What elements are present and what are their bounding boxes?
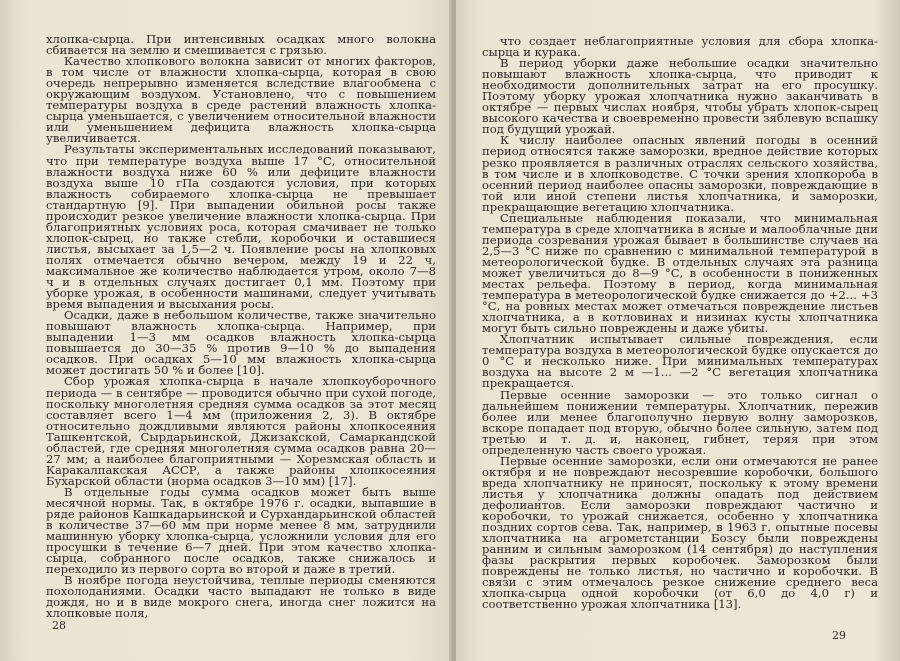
- paragraph: что создает неблагоприятные условия для сбора хлопка-сырца и курака.: [482, 34, 878, 60]
- paragraph: Первые осенние заморозки — это только сигнал о дальнейшем понижении температуры. Хлопчатник, пережив более или менее благополучно первую волну заморозков, вскоре попадает под вторую, обычно более сильную, затем под третью и т. д. и, наконец, гибнет, теряя при этом определенную часть своего урожая.: [482, 387, 878, 457]
- paragraph: В отдельные годы сумма осадков может быть выше месячной нормы. Так, в октябре 1976 г. осадки, выпавшие в ряде районов Кашкадарьинской и Сурхандарьинской областей в количестве 37—60 мм при норме менее 8 мм, затруднили машинную уборку хлопка-сырца, усложнили условия для его просушки в течение 6—7 дней. При этом качество хлопка-сырца, собранного после осадков, также снижалось и переходило из первого сорта во второй и даже в третий.: [46, 484, 436, 577]
- right-page: [456, 0, 900, 661]
- page-number-left: 28: [52, 619, 66, 632]
- paragraph: Качество хлопкового волокна зависит от многих факторов, в том числе от влажности хлопка-сырца, которая в свою очередь непрерывно изменяется вследствие влагообмена с окружающим воздухом. Установлено, что с повышением температуры воздуха в среде растений влажность хлопка-сырца уменьшается, с увеличением относительной влажности или уменьшением дефицита влажность хлопка-сырца увеличивается.: [46, 54, 436, 146]
- paragraph: В период уборки даже небольшие осадки значительно повышают влажность хлопка-сырца, что приводит к необходимости дополнительных затрат на его просушку. Поэтому уборку урожая хлопчатника нужно заканчивать в октябре — первых числах ноября, чтобы убрать хлопок-сырец высокого качества и своевременно провести зяблевую вспашку под будущий урожай.: [482, 56, 878, 137]
- paragraph: Результаты экспериментальных исследований показывают, что при температуре воздуха выше 17 °С, относительной влажности воздуха ниже 60 % или дефиците влажности воздуха выше 10 гПа создаются условия, при которых влажность собираемого хлопка-сырца не превышает стандартную [9]. При выпадении обильной росы также происходит резкое увеличение влажности хлопка-сырца. При благоприятных условиях роса, которая смачивает не только хлопок-сырец, но также стебли, коробочки и оставшиеся листья, высыхает за 1,5—2 ч. Появление росы на хлопковых полях отмечается обычно вечером, между 19 и 22 ч, максимальное же количество наблюдается утром, около 7—8 ч и в отдельных случаях достигает 0,1 мм. Поэтому при уборке урожая, в особенности машинами, следует учитывать время выпадения и высыхания росы.: [46, 142, 436, 312]
- paragraph: хлопка-сырца. При интенсивных осадках много волокна сбивается на землю и смешивается с грязью.: [46, 32, 436, 58]
- page-number-right: 29: [832, 629, 846, 642]
- paragraph: Осадки, даже в небольшом количестве, также значительно повышают влажность хлопка-сырца. Например, при выпадении 1—3 мм осадков влажность хлопка-сырца повышается до 30—35 % против 9—10 % до выпадения осадков. При осадках 5—10 мм влажность хлопка-сырца может достигать 50 % и более [10].: [46, 308, 436, 378]
- paragraph: В ноябре погода неустойчива, теплые периоды сменяются похолоданиями. Осадки часто выпадают не только в виде дождя, но и в виде мокрого снега, иногда снег ложится на хлопковые поля,: [46, 573, 436, 621]
- paragraph: К числу наиболее опасных явлений погоды в осенний период относятся также заморозки, вредное действие которых резко проявляется в различных отраслях сельского хозяйства, в том числе и в хлопководстве. С точки зрения хлопкороба в осенний период наиболее опасны заморозки, повреждающие в той или иной степени листья хлопчатника, и заморозки, прекращающие вегетацию хлопчатника.: [482, 133, 878, 214]
- paragraph: Первые осенние заморозки, если они отмечаются не ранее октября и не повреждают несозревшие коробочки, большого вреда хлопчатнику не приносят, поскольку к этому времени листья у хлопчатника должны опадать под действием дефолиантов. Если заморозки повреждают частично и коробочки, то урожай снижается, особенно у хлопчатника поздних сортов сева. Так, например, в 1963 г. опытные посевы хлопчатника на агрометстанции Бозсу были повреждены ранним и сильным заморозком (14 сентября) до наступления фазы раскрытия первых коробочек. Заморозком были повреждены не только листья, но частично и коробочки. В связи с этим отмечалось резкое снижение среднего веса хлопка-сырца одной коробочки (от 6,0 до 4,0 г) и соответственно урожая хлопчатника [13].: [482, 453, 878, 612]
- paragraph: Сбор урожая хлопка-сырца в начале хлопкоуборочного периода — в сентябре — проводится обычно при сухой погоде, поскольку многолетняя средняя сумма осадков за этот месяц составляет всего 1—4 мм (приложения 2, 3). В октябре относительно дождливыми являются районы хлопкосеяния Ташкентской, Сырдарьинской, Джизакской, Самаркандской областей, где средняя многолетняя сумма осадков равна 20—27 мм; а наиболее благоприятными — Хорезмская область и Каракалпакская АССР, а также районы хлопкосеяния Бухарской области (норма осадков 3—10 мм) [17].: [46, 374, 436, 488]
- right-page-text: [482, 36, 878, 610]
- paragraph: Хлопчатник испытывает сильные повреждения, если температура воздуха в метеорологической будке опускается до 0 °С и несколько ниже. При минимальных температурах воздуха на высоте 2 м —1... —2 °С вегетация хлопчатника прекращается.: [482, 332, 878, 391]
- paragraph: Специальные наблюдения показали, что минимальная температура в среде хлопчатника в ясные и малооблачные дни периода созревания урожая бывает в большинстве случаев на 2,5—3 °С ниже по сравнению с минимальной температурой в метеорологической будке. В отдельных случаях эта разница может увеличиться до 8—9 °С, в особенности в пониженных местах рельефа. Поэтому в период, когда минимальная температура в метеорологической будке снижается до +2... +3 °С, на ровных местах может отмечаться повреждение листьев хлопчатника, а в котловинах и низинах кусты хлопчатника могут быть сильно повреждены и даже убиты.: [482, 210, 878, 336]
- left-page-text: [46, 34, 436, 619]
